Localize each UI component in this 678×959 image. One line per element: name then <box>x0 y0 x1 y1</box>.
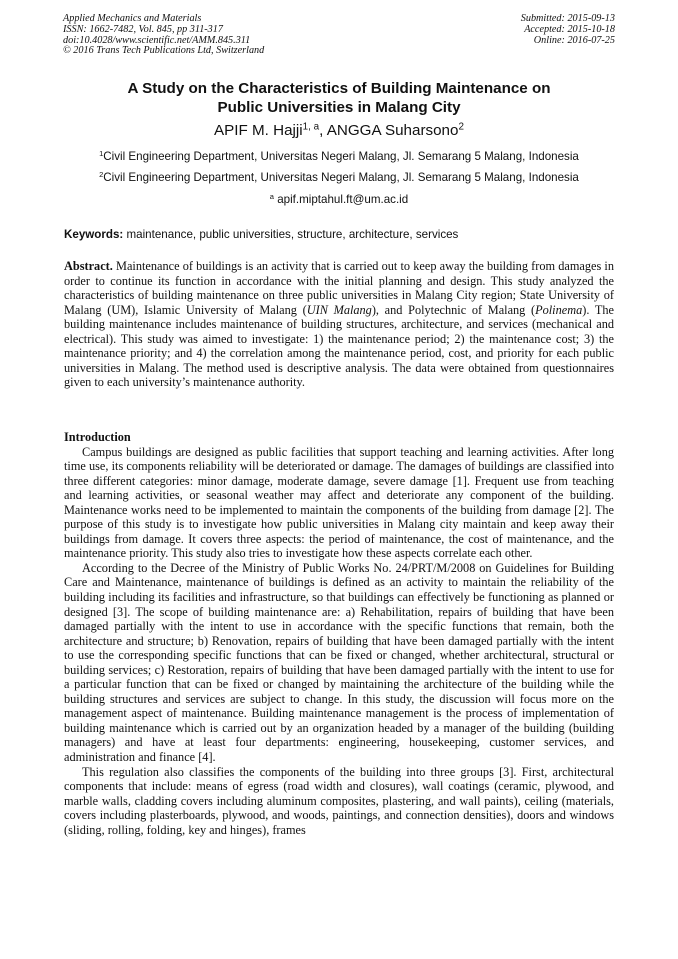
abstract <box>64 259 614 390</box>
accepted-date: Accepted: 2015-10-18 <box>524 23 615 35</box>
author-separator: , <box>319 122 327 139</box>
author-1: APIF M. Hajji <box>214 122 303 139</box>
affiliation-2-mark: 2 <box>99 169 104 179</box>
author-2-affiliation-mark: 2 <box>458 121 464 133</box>
author-email <box>40 193 638 207</box>
email-mark: a <box>269 191 274 201</box>
intro-paragraph-1: Campus buildings are designed as public facilities that support teaching and learning activities. After long time use, its components reliability will be deteriorated or damage. The damages of buildings are classified into three different categories: minor damage, moderate damage, severe damage [1]. Frequent use from teaching and learning activities, or seasonal weather may affect and deteriorate any component of the building. Maintenance works need to be implemented to maintain the components of the building from damage [2]. The purpose of this study is to investigate how public universities in Malang city maintain and keep away their buildings from damage. It covers three aspects: the period of maintenance, the cost of maintenance, and the maintenance priority. This study also tries to investigate how these aspects correlate each other. <box>64 444 614 561</box>
keywords-text: maintenance, public universities, structure, architecture, services <box>123 228 459 241</box>
submission-dates <box>521 14 615 46</box>
abstract-paragraph <box>64 259 614 390</box>
issn-line: ISSN: 1662-7482, Vol. 845, pp 311-317 <box>63 23 223 35</box>
title-line-2: Public Universities in Malang City <box>217 99 461 116</box>
paper-title <box>40 79 638 117</box>
journal-info <box>63 14 264 57</box>
submitted-date: Submitted: 2015-09-13 <box>520 13 615 24</box>
affiliation-2-text: Civil Engineering Department, Universitas Negeri Malang, Jl. Semarang 5 Malang, Indonesia <box>103 171 579 184</box>
introduction-section <box>64 430 614 837</box>
email-address[interactable]: apif.miptahul.ft@um.ac.id <box>273 193 409 206</box>
affiliation-2 <box>40 171 638 185</box>
abstract-text-1: Maintenance of buildings is an activity that is carried out to keep away the building from damages in order to continue its function in accordance with the initial planning and design. This study analyzed the characteristics of building maintenance on three public universities in Malang City region; State University of Malang (UM), Islamic University of Malang ( <box>64 259 614 317</box>
author-2: ANGGA Suharsono <box>326 122 459 139</box>
title-line-1: A Study on the Characteristics of Building Maintenance on <box>127 80 551 97</box>
affiliation-1-text: Civil Engineering Department, Universitas Negeri Malang, Jl. Semarang 5 Malang, Indonesia <box>103 150 579 163</box>
intro-paragraph-2: According to the Decree of the Ministry of Public Works No. 24/PRT/M/2008 on Guidelines for Building Care and Maintenance, maintenance of buildings is defined as an activity to maintain the reliability of the building including its facilities and infrastructure, so that buildings can effectively be functioning as planned or designed [3]. The scope of building maintenance are: a) Rehabilitation, repairs of building that have been damaged partially with the intent to use in accordance with the specific functions that remain, both the architecture and structure; b) Renovation, repairs of building that have been damaged partially with the intent to use the corresponding specific functions that can be fixed or changed, whether architectural, structural or building services; c) Restoration, repairs of building that have been damaged partially with the intent to use for a particular function that can be fixed or changed by maintaining the architecture of the building while the building structures and services are subject to change. In this study, the discussion will focus more on the management aspect of maintenance. Building maintenance management is the process of implementation of building maintenance which is carried out by an organization headed by a manager of the building (building managers) and have at least four departments: engineering, housekeeping, customer services, and administration and finance [4]. <box>64 560 614 765</box>
copyright-line: © 2016 Trans Tech Publications Ltd, Switzerland <box>63 45 265 57</box>
online-date: Online: 2016-07-25 <box>533 34 615 46</box>
keywords <box>64 228 614 242</box>
keywords-label: Keywords: <box>64 228 124 241</box>
author-1-affiliation-mark: 1, a <box>302 121 320 133</box>
abstract-uin-malang: UIN Malang <box>306 302 372 317</box>
abstract-text-3: ). The building maintenance includes maintenance of building structures, architecture, and services (mechanical and electrical). This study was aimed to investigate: 1) the maintenance period; 2) the maintenance cost; 3) the maintenance priority; and 4) the correlation among the maintenance period, cost, and priority for each public universities in Malang. The method used is descriptive analysis. The data were obtained from questionnaires given to each university’s maintenance authority. <box>64 302 614 390</box>
doi-line: doi:10.4028/www.scientific.net/AMM.845.311 <box>63 34 251 46</box>
affiliation-1-mark: 1 <box>99 148 104 158</box>
abstract-label: Abstract. <box>64 259 113 273</box>
journal-name: Applied Mechanics and Materials <box>63 13 202 24</box>
author-list <box>40 121 638 140</box>
affiliation-1 <box>40 150 638 164</box>
abstract-polinema: Polinema <box>535 302 583 317</box>
introduction-heading: Introduction <box>64 430 131 444</box>
intro-paragraph-3: This regulation also classifies the components of the building into three groups [3]. First, architectural components that include: means of egress (road width and closures), wall coatings (ceramic, plywood, and marble walls, cladding covers including aluminum composites, plastering, and wall paints), ceiling (materials, covers including plasterboards, plywood, and woods, paintings, and connection densities), doors and windows (sliding, rolling, folding, key and hinges), frames <box>64 764 614 837</box>
abstract-text-2: ), and Polytechnic of Malang ( <box>371 302 536 317</box>
